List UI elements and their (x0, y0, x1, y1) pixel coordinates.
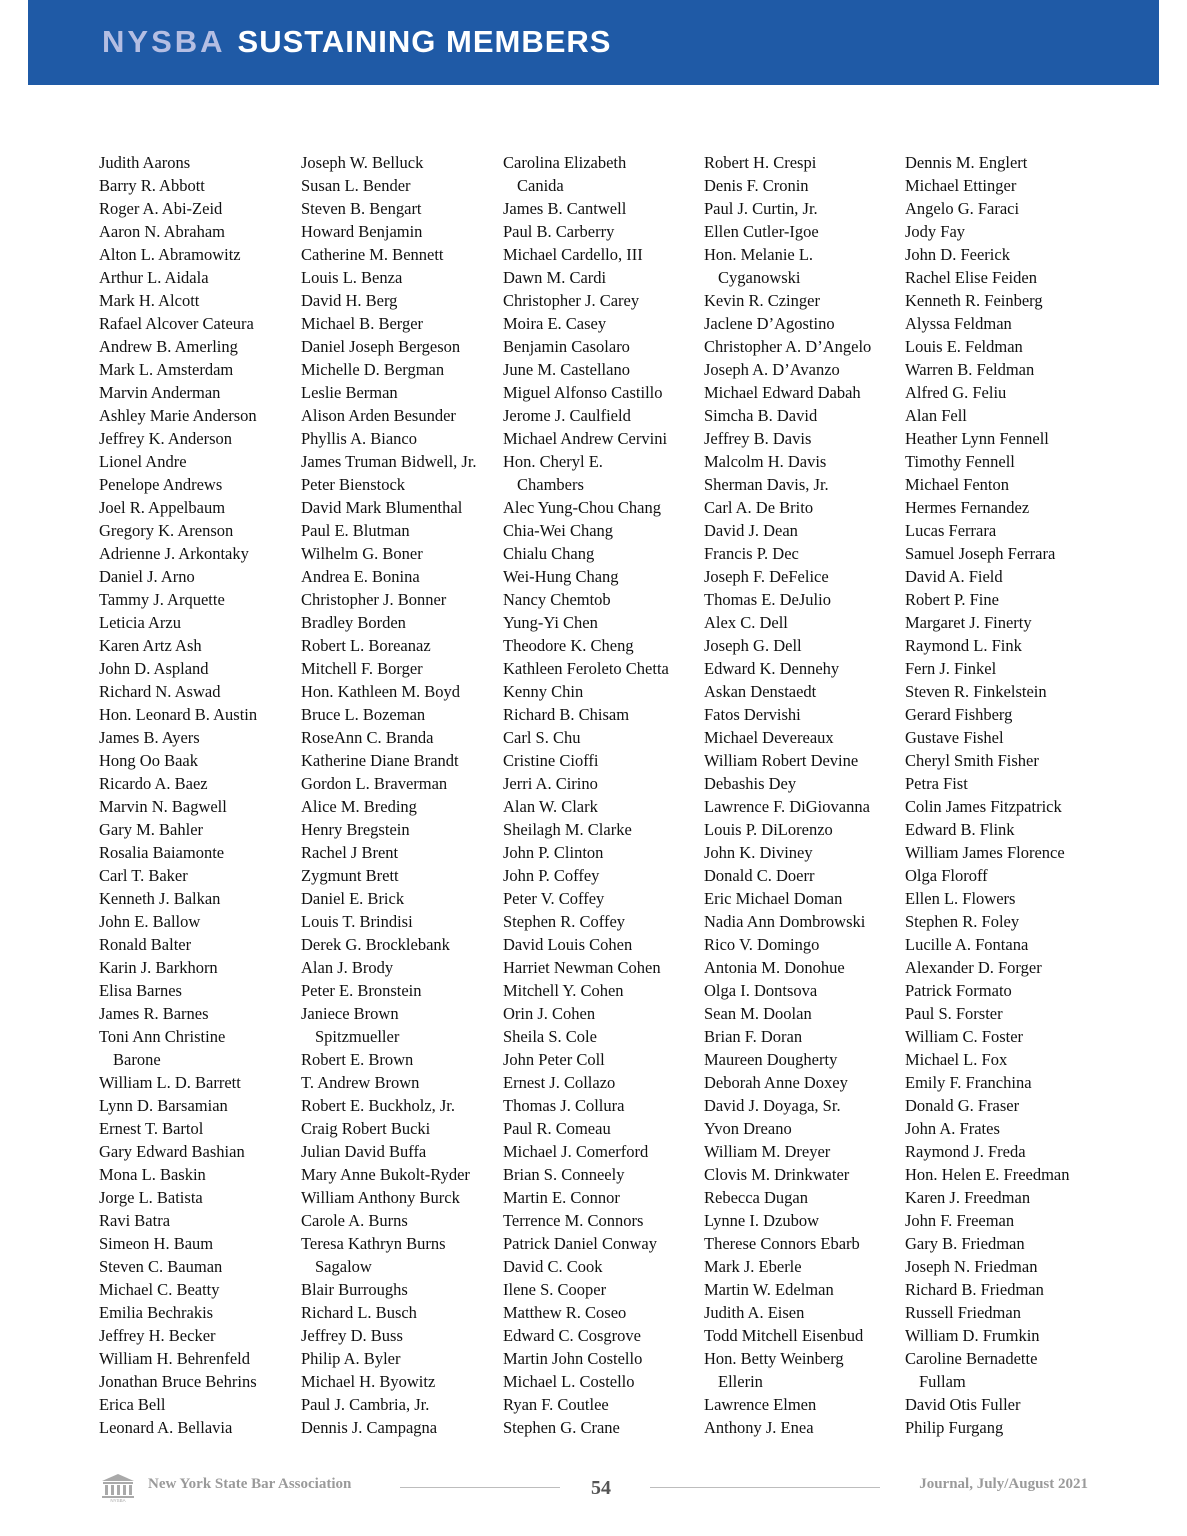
member-name: Edward B. Flink (905, 820, 1015, 839)
member-name: Paul R. Comeau (503, 1119, 611, 1138)
member-name: Askan Denstaedt (704, 682, 817, 701)
member-name: Ernest J. Collazo (503, 1073, 616, 1092)
member-name: Penelope Andrews (99, 475, 223, 494)
member-name: Russell Friedman (905, 1303, 1021, 1322)
member-name: Aaron N. Abraham (99, 222, 226, 241)
member-name: Sean M. Doolan (704, 1004, 812, 1023)
member-name: William H. Behrenfeld (99, 1349, 250, 1368)
member-name: Rico V. Domingo (704, 935, 820, 954)
member-name: Marvin Anderman (99, 383, 221, 402)
member-name: John P. Coffey (503, 866, 600, 885)
member-name: Olga I. Dontsova (704, 981, 818, 1000)
member-name: Craig Robert Bucki (301, 1119, 431, 1138)
member-name: Lynne I. Dzubow (704, 1211, 820, 1230)
member-name: Debashis Dey (704, 774, 797, 793)
member-name: Jerri A. Cirino (503, 774, 598, 793)
member-name: Yvon Dreano (704, 1119, 792, 1138)
member-name: Paul E. Blutman (301, 521, 410, 540)
member-name: David H. Berg (301, 291, 398, 310)
member-name: Joseph F. DeFelice (704, 567, 829, 586)
member-name: Martin John Costello (503, 1349, 643, 1368)
member-name: Ravi Batra (99, 1211, 171, 1230)
member-name: Zygmunt Brett (301, 866, 399, 885)
member-name: Paul J. Curtin, Jr. (704, 199, 818, 218)
member-name: Judith Aarons (99, 153, 191, 172)
member-name: Anthony J. Enea (704, 1418, 814, 1437)
member-name: Petra Fist (905, 774, 968, 793)
member-name: Brian F. Doran (704, 1027, 803, 1046)
member-name: Caroline Bernadette (905, 1349, 1038, 1368)
member-name: Michael H. Byowitz (301, 1372, 436, 1391)
footer-organization: New York State Bar Association (148, 1476, 352, 1492)
member-name: Paul J. Cambria, Jr. (301, 1395, 430, 1414)
member-name: Carl S. Chu (503, 728, 581, 747)
member-name: Donald G. Fraser (905, 1096, 1020, 1115)
member-name: Lawrence Elmen (704, 1395, 817, 1414)
member-name: Sheila S. Cole (503, 1027, 597, 1046)
member-name: Blair Burroughs (301, 1280, 408, 1299)
member-name: Hon. Kathleen M. Boyd (301, 682, 461, 701)
member-name: Angelo G. Faraci (905, 199, 1020, 218)
member-name: David J. Dean (704, 521, 798, 540)
member-name: Andrea E. Bonina (301, 567, 420, 586)
member-name: Olga Floroff (905, 866, 988, 885)
member-name: Terrence M. Connors (503, 1211, 644, 1230)
member-name: Jeffrey D. Buss (301, 1326, 403, 1345)
member-name: Teresa Kathryn Burns (301, 1234, 446, 1253)
member-name: Richard B. Chisam (503, 705, 630, 724)
member-name: Mitchell F. Borger (301, 659, 423, 678)
member-name: Jorge L. Batista (99, 1188, 203, 1207)
member-name: Michael L. Costello (503, 1372, 635, 1391)
member-name: Fatos Dervishi (704, 705, 801, 724)
member-name: Michael Devereaux (704, 728, 834, 747)
member-column-3 (503, 151, 669, 1439)
member-name: Thomas E. DeJulio (704, 590, 831, 609)
member-name: Gary M. Bahler (99, 820, 204, 839)
member-name: Kenneth R. Feinberg (905, 291, 1043, 310)
member-name: Robert E. Buckholz, Jr. (301, 1096, 455, 1115)
member-name: Michael Fenton (905, 475, 1010, 494)
member-name: James Truman Bidwell, Jr. (301, 452, 477, 471)
member-name: Sherman Davis, Jr. (704, 475, 829, 494)
member-name: Mary Anne Bukolt-Ryder (301, 1165, 470, 1184)
member-name: Robert L. Boreanaz (301, 636, 431, 655)
member-name: Howard Benjamin (301, 222, 423, 241)
member-name: Leticia Arzu (99, 613, 182, 632)
member-name: Timothy Fennell (905, 452, 1015, 471)
member-name: Christopher J. Bonner (301, 590, 447, 609)
member-name: Derek G. Brocklebank (301, 935, 450, 954)
member-name: Alex C. Dell (704, 613, 788, 632)
member-name: Kenneth J. Balkan (99, 889, 221, 908)
footer-rule-right (650, 1487, 880, 1488)
member-name: Joseph N. Friedman (905, 1257, 1038, 1276)
member-name: Spitzmueller (315, 1027, 400, 1046)
member-name: Alexander D. Forger (905, 958, 1042, 977)
member-name: Alton L. Abramowitz (99, 245, 241, 264)
member-name: Michael Edward Dabah (704, 383, 861, 402)
member-name: Emilia Bechrakis (99, 1303, 214, 1322)
member-name: Stephen G. Crane (503, 1418, 620, 1437)
member-name: Hon. Betty Weinberg (704, 1349, 844, 1368)
member-name: Lynn D. Barsamian (99, 1096, 228, 1115)
member-name: Moira E. Casey (503, 314, 607, 333)
member-column-1 (99, 151, 257, 1439)
member-name: Yung-Yi Chen (503, 613, 598, 632)
member-name: Raymond J. Freda (905, 1142, 1026, 1161)
member-name: Alan W. Clark (503, 797, 598, 816)
brand-name: NYSBA (102, 24, 226, 59)
member-name: Gerard Fishberg (905, 705, 1013, 724)
member-name: John Peter Coll (503, 1050, 605, 1069)
member-name: Michael C. Beatty (99, 1280, 220, 1299)
member-name: Martin W. Edelman (704, 1280, 834, 1299)
member-name: Mona L. Baskin (99, 1165, 206, 1184)
member-name: Jaclene D’Agostino (704, 314, 835, 333)
member-name: Gustave Fishel (905, 728, 1004, 747)
page-title (102, 24, 611, 60)
member-name: Maureen Dougherty (704, 1050, 838, 1069)
member-name: William D. Frumkin (905, 1326, 1040, 1345)
member-name: Ashley Marie Anderson (99, 406, 257, 425)
bar-association-building-icon (100, 1472, 136, 1502)
member-name: Roger A. Abi-Zeid (99, 199, 223, 218)
member-name: Judith A. Eisen (704, 1303, 805, 1322)
member-name: Alice M. Breding (301, 797, 417, 816)
member-name: Philip A. Byler (301, 1349, 401, 1368)
member-name: Barone (113, 1050, 161, 1069)
member-name: John P. Clinton (503, 843, 604, 862)
member-name: Michael Ettinger (905, 176, 1017, 195)
member-name: Richard L. Busch (301, 1303, 417, 1322)
member-name: Therese Connors Ebarb (704, 1234, 860, 1253)
member-name: David A. Field (905, 567, 1003, 586)
member-name: William L. D. Barrett (99, 1073, 241, 1092)
member-name: David J. Doyaga, Sr. (704, 1096, 841, 1115)
member-name: Alfred G. Feliu (905, 383, 1007, 402)
member-name: Hon. Cheryl E. (503, 452, 603, 471)
member-name: Michael J. Comerford (503, 1142, 649, 1161)
member-name: Cyganowski (718, 268, 801, 287)
member-name: Andrew B. Amerling (99, 337, 238, 356)
member-name: RoseAnn C. Branda (301, 728, 434, 747)
member-name: Mitchell Y. Cohen (503, 981, 624, 1000)
member-name: Steven C. Bauman (99, 1257, 223, 1276)
member-name: Karen J. Freedman (905, 1188, 1031, 1207)
member-name: Warren B. Feldman (905, 360, 1035, 379)
member-name: Jody Fay (905, 222, 966, 241)
member-name: Lionel Andre (99, 452, 187, 471)
member-name: Stephen R. Coffey (503, 912, 626, 931)
member-name: Cheryl Smith Fisher (905, 751, 1039, 770)
member-name: Janiece Brown (301, 1004, 399, 1023)
member-column-5 (905, 151, 1070, 1439)
member-name: Louis E. Feldman (905, 337, 1023, 356)
member-name: Gary B. Friedman (905, 1234, 1025, 1253)
member-name: Steven R. Finkelstein (905, 682, 1047, 701)
member-name: Alan Fell (905, 406, 967, 425)
member-name: Margaret J. Finerty (905, 613, 1032, 632)
member-name: Edward K. Dennehy (704, 659, 840, 678)
member-name: Patrick Formato (905, 981, 1012, 1000)
member-name: Wilhelm G. Boner (301, 544, 423, 563)
member-name: John D. Aspland (99, 659, 209, 678)
member-name: Julian David Buffa (301, 1142, 427, 1161)
member-name: Thomas J. Collura (503, 1096, 625, 1115)
member-name: Robert H. Crespi (704, 153, 817, 172)
member-name: David Mark Blumenthal (301, 498, 463, 517)
member-name: Emily F. Franchina (905, 1073, 1032, 1092)
member-name: Ryan F. Coutlee (503, 1395, 609, 1414)
member-name: Catherine M. Bennett (301, 245, 444, 264)
header-banner (28, 0, 1159, 85)
member-name: Peter Bienstock (301, 475, 406, 494)
member-name: Paul S. Forster (905, 1004, 1003, 1023)
member-name: Hermes Fernandez (905, 498, 1030, 517)
member-name: T. Andrew Brown (301, 1073, 420, 1092)
member-name: Ronald Balter (99, 935, 192, 954)
member-name: Toni Ann Christine (99, 1027, 226, 1046)
member-name: Lucas Ferrara (905, 521, 997, 540)
member-name: Stephen R. Foley (905, 912, 1020, 931)
member-name: Gordon L. Braverman (301, 774, 448, 793)
member-name: James R. Barnes (99, 1004, 209, 1023)
member-name: Michael B. Berger (301, 314, 424, 333)
member-name: Dennis M. Englert (905, 153, 1028, 172)
member-name: Deborah Anne Doxey (704, 1073, 848, 1092)
member-name: David Otis Fuller (905, 1395, 1021, 1414)
member-name: Alec Yung-Chou Chang (503, 498, 661, 517)
member-column-4 (704, 151, 871, 1439)
member-name: Mark H. Alcott (99, 291, 200, 310)
member-name: Chia-Wei Chang (503, 521, 614, 540)
member-name: Alyssa Feldman (905, 314, 1012, 333)
member-name: Susan L. Bender (301, 176, 411, 195)
member-name: Jeffrey K. Anderson (99, 429, 233, 448)
member-name: William Anthony Burck (301, 1188, 460, 1207)
member-name: Carl T. Baker (99, 866, 188, 885)
member-name: Ilene S. Cooper (503, 1280, 607, 1299)
member-name: Steven B. Bengart (301, 199, 422, 218)
member-name: Joseph A. D’Avanzo (704, 360, 840, 379)
member-name: Hon. Leonard B. Austin (99, 705, 258, 724)
member-column-2 (301, 151, 477, 1439)
member-name: Benjamin Casolaro (503, 337, 630, 356)
member-name: Jeffrey B. Davis (704, 429, 812, 448)
member-name: Simeon H. Baum (99, 1234, 214, 1253)
member-name: Bruce L. Bozeman (301, 705, 426, 724)
member-name: Ellen L. Flowers (905, 889, 1016, 908)
member-name: James B. Cantwell (503, 199, 627, 218)
member-name: Francis P. Dec (704, 544, 799, 563)
member-name: Paul B. Carberry (503, 222, 615, 241)
member-name: Ellerin (718, 1372, 763, 1391)
member-name: Jonathan Bruce Behrins (99, 1372, 257, 1391)
member-name: Simcha B. David (704, 406, 818, 425)
member-name: Michael Andrew Cervini (503, 429, 668, 448)
member-name: Ellen Cutler-Igoe (704, 222, 819, 241)
member-name: William Robert Devine (704, 751, 859, 770)
member-name: Denis F. Cronin (704, 176, 809, 195)
member-name: Barry R. Abbott (99, 176, 205, 195)
member-name: Kevin R. Czinger (704, 291, 820, 310)
member-name: Arthur L. Aidala (99, 268, 209, 287)
logo-text: NYSBA (110, 1498, 126, 1502)
member-name: Joel R. Appelbaum (99, 498, 226, 517)
member-name: John K. Diviney (704, 843, 813, 862)
member-name: Carole A. Burns (301, 1211, 408, 1230)
member-name: Carl A. De Brito (704, 498, 814, 517)
member-name: Michael Cardello, III (503, 245, 643, 264)
member-name: Kenny Chin (503, 682, 584, 701)
member-name: Christopher A. D’Angelo (704, 337, 872, 356)
member-name: Theodore K. Cheng (503, 636, 634, 655)
member-name: Louis P. DiLorenzo (704, 820, 833, 839)
member-name: Antonia M. Donohue (704, 958, 845, 977)
member-name: Joseph G. Dell (704, 636, 802, 655)
member-name: Mark J. Eberle (704, 1257, 802, 1276)
member-name: Cristine Cioffi (503, 751, 599, 770)
member-name: Henry Bregstein (301, 820, 410, 839)
member-name: Karin J. Barkhorn (99, 958, 218, 977)
member-name: Louis T. Brindisi (301, 912, 413, 931)
member-name: Rafael Alcover Cateura (99, 314, 254, 333)
page-number: 54 (591, 1477, 611, 1499)
member-name: Katherine Diane Brandt (301, 751, 459, 770)
member-name: Sheilagh M. Clarke (503, 820, 632, 839)
member-name: Tammy J. Arquette (99, 590, 225, 609)
member-name: Harriet Newman Cohen (503, 958, 661, 977)
member-name: Richard N. Aswad (99, 682, 221, 701)
member-name: Michelle D. Bergman (301, 360, 445, 379)
member-name: Fullam (919, 1372, 966, 1391)
member-name: Adrienne J. Arkontaky (99, 544, 249, 563)
member-name: Heather Lynn Fennell (905, 429, 1049, 448)
footer-issue: Journal, July/August 2021 (919, 1476, 1088, 1492)
member-name: William C. Foster (905, 1027, 1024, 1046)
member-name: Rachel Elise Feiden (905, 268, 1037, 287)
member-name: David Louis Cohen (503, 935, 633, 954)
member-name: Martin E. Connor (503, 1188, 620, 1207)
member-name: Todd Mitchell Eisenbud (704, 1326, 864, 1345)
member-name: Samuel Joseph Ferrara (905, 544, 1056, 563)
member-name: Eric Michael Doman (704, 889, 843, 908)
member-name: Ernest T. Bartol (99, 1119, 204, 1138)
member-name: Rosalia Baiamonte (99, 843, 225, 862)
member-name: Gary Edward Bashian (99, 1142, 245, 1161)
member-name: Daniel E. Brick (301, 889, 405, 908)
member-name: John F. Freeman (905, 1211, 1015, 1230)
member-name: Hong Oo Baak (99, 751, 198, 770)
member-name: Karen Artz Ash (99, 636, 202, 655)
member-name: Chambers (517, 475, 584, 494)
member-name: Brian S. Conneely (503, 1165, 625, 1184)
member-name: Donald C. Doerr (704, 866, 815, 885)
member-name: Peter V. Coffey (503, 889, 605, 908)
member-name: Robert E. Brown (301, 1050, 414, 1069)
member-name: Matthew R. Coseo (503, 1303, 627, 1322)
member-name: Daniel Joseph Bergeson (301, 337, 461, 356)
member-name: Mark L. Amsterdam (99, 360, 234, 379)
member-name: Raymond L. Fink (905, 636, 1022, 655)
member-name: Dawn M. Cardi (503, 268, 607, 287)
member-name: Marvin N. Bagwell (99, 797, 227, 816)
member-name: Erica Bell (99, 1395, 166, 1414)
member-name: Richard B. Friedman (905, 1280, 1044, 1299)
member-name: Lucille A. Fontana (905, 935, 1029, 954)
member-name: Orin J. Cohen (503, 1004, 596, 1023)
member-name: Malcolm H. Davis (704, 452, 827, 471)
member-name: Jeffrey H. Becker (99, 1326, 216, 1345)
member-name: Dennis J. Campagna (301, 1418, 438, 1437)
member-name: June M. Castellano (503, 360, 630, 379)
member-name: Louis L. Benza (301, 268, 403, 287)
member-name: Miguel Alfonso Castillo (503, 383, 663, 402)
member-name: John E. Ballow (99, 912, 201, 931)
member-name: Hon. Melanie L. (704, 245, 814, 264)
member-name: Daniel J. Arno (99, 567, 195, 586)
member-name: John A. Frates (905, 1119, 1000, 1138)
member-name: Wei-Hung Chang (503, 567, 619, 586)
member-name: Colin James Fitzpatrick (905, 797, 1062, 816)
member-name: Hon. Helen E. Freedman (905, 1165, 1070, 1184)
member-name: Bradley Borden (301, 613, 406, 632)
member-name: Peter E. Bronstein (301, 981, 422, 1000)
member-name: James B. Ayers (99, 728, 200, 747)
page-footer (100, 1462, 1088, 1502)
member-name: Carolina Elizabeth (503, 153, 627, 172)
member-name: Fern J. Finkel (905, 659, 997, 678)
member-name: William M. Dreyer (704, 1142, 831, 1161)
member-name: Joseph W. Belluck (301, 153, 424, 172)
member-name: Canida (517, 176, 564, 195)
member-name: Lawrence F. DiGiovanna (704, 797, 870, 816)
member-name: Nancy Chemtob (503, 590, 611, 609)
member-name: Jerome J. Caulfield (503, 406, 631, 425)
member-name: David C. Cook (503, 1257, 603, 1276)
section-title: SUSTAINING MEMBERS (237, 24, 612, 59)
member-name: Chialu Chang (503, 544, 595, 563)
member-name: Sagalow (315, 1257, 372, 1276)
footer-rule-left (400, 1487, 560, 1488)
member-name: Kathleen Feroleto Chetta (503, 659, 669, 678)
member-name: Patrick Daniel Conway (503, 1234, 657, 1253)
member-name: Alan J. Brody (301, 958, 394, 977)
member-name: Alison Arden Besunder (301, 406, 456, 425)
member-name: Rebecca Dugan (704, 1188, 808, 1207)
member-name: Michael L. Fox (905, 1050, 1008, 1069)
member-name: Phyllis A. Bianco (301, 429, 417, 448)
member-name: Gregory K. Arenson (99, 521, 234, 540)
member-name: Edward C. Cosgrove (503, 1326, 641, 1345)
member-name: Christopher J. Carey (503, 291, 640, 310)
member-name: Nadia Ann Dombrowski (704, 912, 866, 931)
member-name: Rachel J Brent (301, 843, 399, 862)
member-name: Robert P. Fine (905, 590, 999, 609)
member-name: John D. Feerick (905, 245, 1010, 264)
member-name: William James Florence (905, 843, 1065, 862)
member-name: Leslie Berman (301, 383, 398, 402)
member-name: Ricardo A. Baez (99, 774, 208, 793)
member-name: Philip Furgang (905, 1418, 1004, 1437)
member-name: Elisa Barnes (99, 981, 182, 1000)
member-name: Clovis M. Drinkwater (704, 1165, 850, 1184)
member-name: Leonard A. Bellavia (99, 1418, 233, 1437)
